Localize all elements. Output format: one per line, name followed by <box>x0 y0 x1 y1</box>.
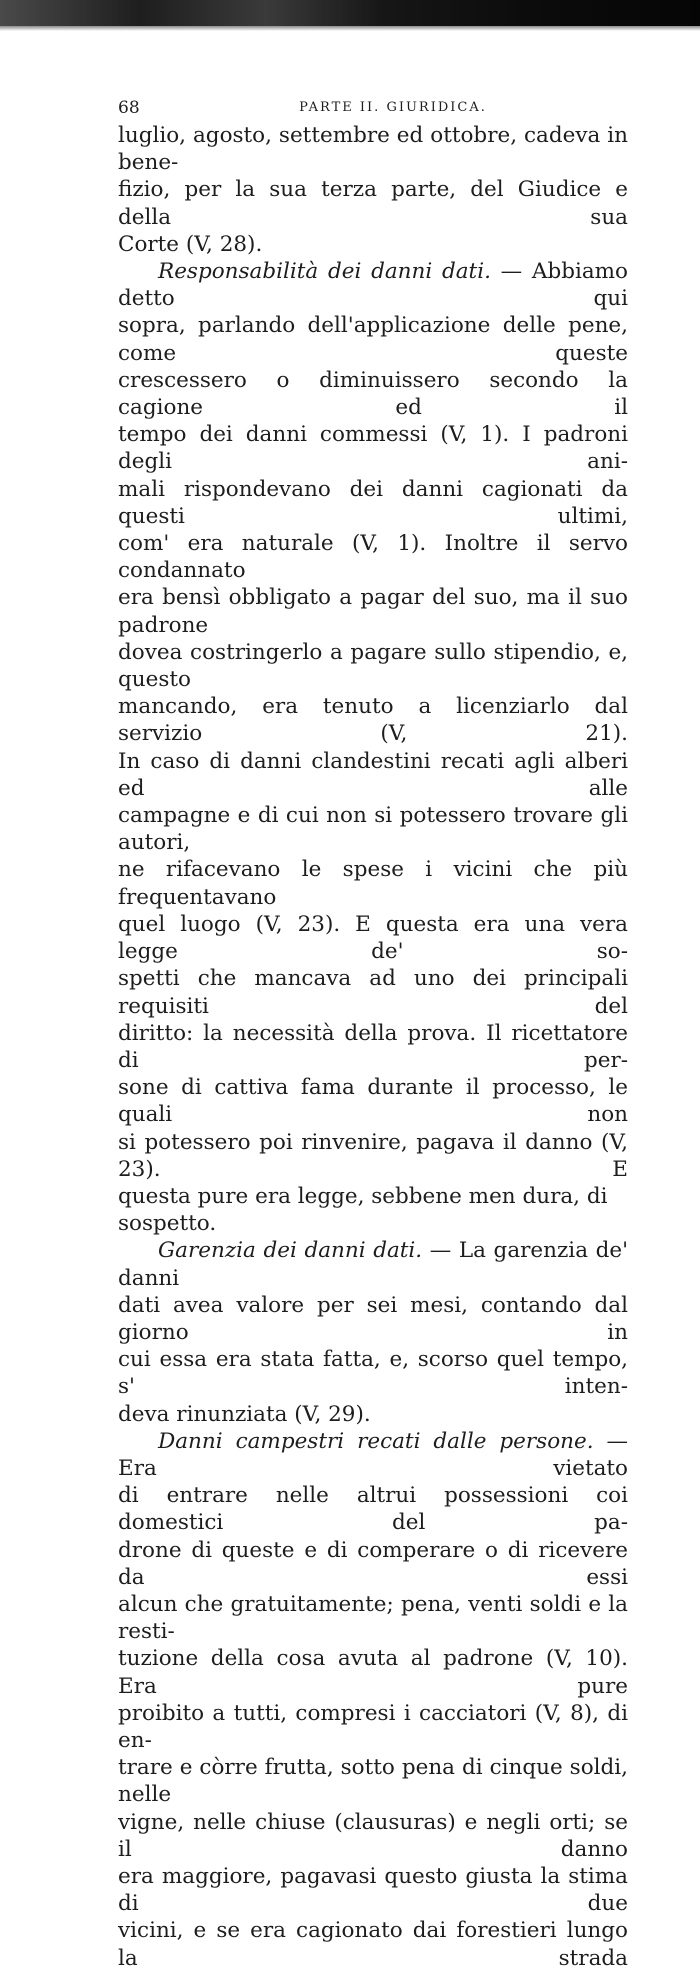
text-line <box>118 258 628 312</box>
text-line: si potessero poi rinvenire, pagava il danno (V, 23). E <box>118 1129 628 1182</box>
text-line: tempo dei danni commessi (V, 1). I padroni degli ani- <box>118 422 628 475</box>
text-line: dati avea valore per sei mesi, contando dal giorno in <box>118 1292 628 1345</box>
text-line: deva rinunziata (V, 29). <box>118 1401 371 1427</box>
text-line: luglio, agosto, settembre ed ottobre, cadeva in bene- <box>118 123 628 176</box>
text-line: alcun che gratuitamente; pena, venti soldi e la resti- <box>118 1591 628 1645</box>
text-line: fizio, per la sua terza parte, del Giudice e della sua <box>118 177 628 230</box>
paragraph-danni-campestri <box>118 1428 628 1972</box>
running-title: PARTE II. GIURIDICA. <box>299 100 487 115</box>
text-run: — La garenzia de' danni <box>118 1238 629 1291</box>
text-line: dovea costringerlo a pagare sullo stipendio, e, questo <box>118 639 628 693</box>
text-line <box>118 1428 628 1482</box>
text-line: In caso di danni clandestini recati agli alberi ed alle <box>118 748 628 801</box>
text-line: vicini, e se era cagionato dai forestieri lungo la strada <box>118 1918 628 1971</box>
text-line: mancando, era tenuto a licenziarlo dal servizio (V, 21). <box>118 694 628 747</box>
text-line: sone di cattiva fama durante il processo, le quali non <box>118 1075 628 1128</box>
text-run: — Abbiamo detto qui <box>118 259 628 312</box>
text-line: campagne e di cui non si potessero trovare gli autori, <box>118 803 628 856</box>
running-head <box>118 88 628 122</box>
text-line <box>118 1237 628 1291</box>
paragraph-heading: Danni campestri recati dalle persone. <box>158 1428 594 1454</box>
text-line: crescessero o diminuissero secondo la cagione ed il <box>118 367 628 421</box>
scan-dark-edge <box>0 0 700 26</box>
text-line: mali rispondevano dei danni cagionati da questi ultimi, <box>118 476 628 529</box>
text-line: di entrare nelle altrui possessioni coi domestici del pa- <box>118 1483 628 1536</box>
text-line: era maggiore, pagavasi questo giusta la stima di due <box>118 1864 628 1917</box>
paragraph-continuation <box>118 122 628 258</box>
text-line: questa pure era legge, sebbene men dura, di sospetto. <box>118 1183 608 1237</box>
text-line: vigne, nelle chiuse (clausuras) e negli orti; se il danno <box>118 1809 628 1862</box>
paragraph-heading: Responsabilità dei danni dati. <box>158 259 491 285</box>
text-line: proibito a tutti, compresi i cacciatori (V, 8), di en- <box>118 1700 628 1753</box>
text-line: diritto: la necessità della prova. Il ricettatore di per- <box>118 1020 628 1073</box>
page-number: 68 <box>118 98 140 118</box>
text-line: era bensì obbligato a pagar del suo, ma il suo padrone <box>118 585 628 638</box>
book-page <box>118 88 628 1972</box>
text-line: Corte (V, 28). <box>118 231 263 257</box>
scan-edge-shadow <box>0 26 700 31</box>
paragraph-garenzia <box>118 1237 628 1427</box>
text-line: trare e còrre frutta, sotto pena di cinque soldi, nelle <box>118 1755 628 1808</box>
paragraph-heading: Garenzia dei danni dati. <box>158 1238 423 1264</box>
text-line: sopra, parlando dell'applicazione delle pene, come queste <box>118 313 628 366</box>
text-line: cui essa era stata fatta, e, scorso quel tempo, s' inten- <box>118 1347 628 1400</box>
text-line: quel luogo (V, 23). E questa era una vera legge de' so- <box>118 911 628 965</box>
text-line: drone di queste e di comperare o di ricevere da essi <box>118 1537 628 1590</box>
text-line: com' era naturale (V, 1). Inoltre il servo condannato <box>118 531 628 584</box>
text-run: — Era vietato <box>118 1428 628 1481</box>
text-line: tuzione della cosa avuta al padrone (V, 10). Era pure <box>118 1646 628 1699</box>
text-line: spetti che mancava ad uno dei principali requisiti del <box>118 966 628 1019</box>
paragraph-responsabilita <box>118 258 628 1237</box>
text-line: ne rifacevano le spese i vicini che più frequentavano <box>118 857 628 910</box>
